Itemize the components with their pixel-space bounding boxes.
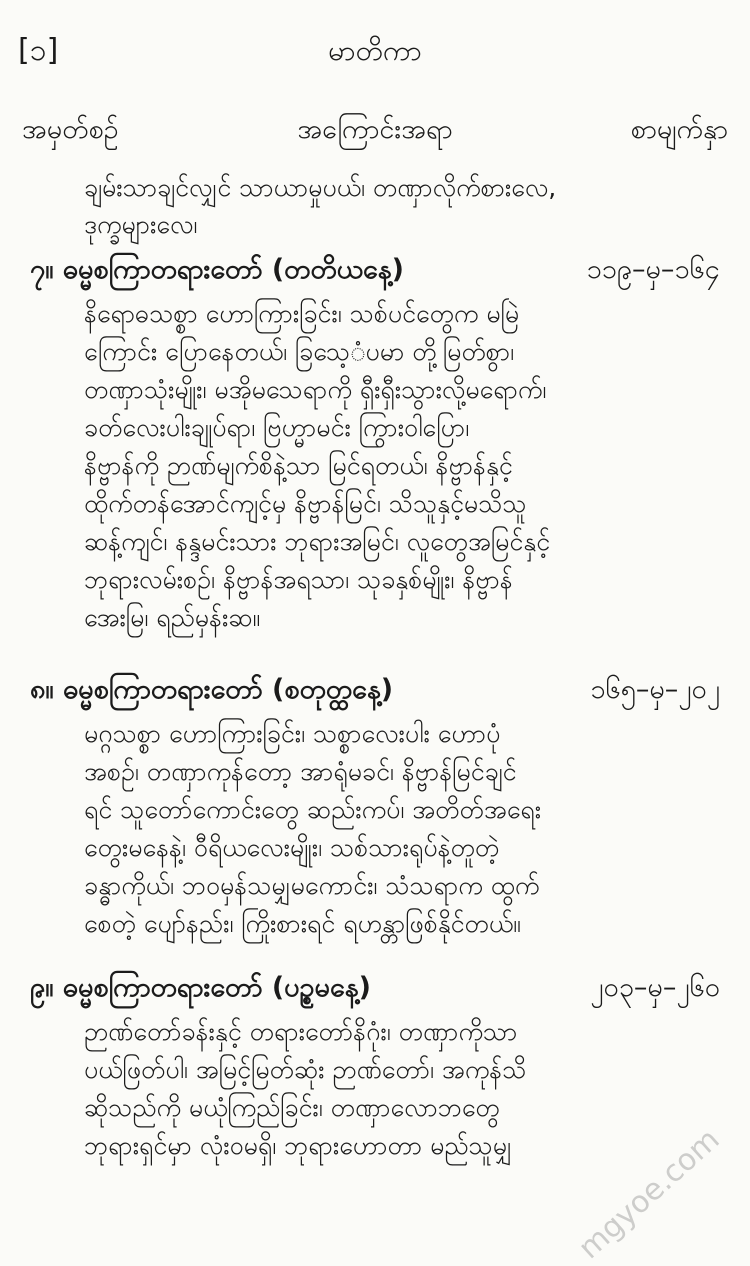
entry-title: ၉။ ဓမ္မစကြာတရားတော် (ပဉ္စမနေ့)	[30, 972, 371, 1003]
entry-line: ဘုရားရှင်မှာ လုံးဝမရှိ၊ ဘုရားဟောတာ မည်သူမျှ	[84, 1131, 512, 1160]
entry-line: ဆိုသည်ကို မယုံကြည်ခြင်း၊ တဏှာလောဘတွေ	[84, 1093, 500, 1122]
entry-line: နိရောဓသစ္စာ ဟောကြားခြင်း၊ သစ်ပင်တွေက မမြဲ	[84, 299, 520, 328]
entry-line: ကြောင်း ပြောနေတယ်၊ ခြသေ့ံပမာ တို့မြတ်စွာ၊	[84, 337, 515, 366]
header-page: စာမျက်နှာ	[630, 114, 728, 145]
intro-line: ဒုက္ခများလေ၊	[84, 210, 198, 239]
entry-line: ထိုက်တန်အောင်ကျင့်မှ နိဗ္ဗာန်မြင်၊ သိသူနှင့်မသိသူ	[84, 489, 527, 518]
entry-line: ဆန့်ကျင်၊ နန္ဒမင်းသား ဘုရားအမြင်၊ လူတွေအမြင်နှင့်	[84, 527, 551, 556]
entry-title: ၇။ ဓမ္မစကြာတရားတော် (တတိယနေ့)	[30, 254, 404, 285]
entry-line: ဉာဏ်တော်ခန်းနှင့် တရားတော်နိဂုံး၊ တဏှာကိုသာ	[84, 1017, 518, 1046]
entry-line: တဏှာသုံးမျိုး၊ မအိုမသေရာကို ရှီးရှီးသွားလို့မရောက်၊	[84, 375, 547, 404]
entry-line: ခန္ဓာကိုယ်၊ ဘဝမှန်သမျှမကောင်း၊ သံသရာက ထွက်	[84, 871, 540, 900]
page-number: [၁]	[18, 33, 59, 68]
entry-line: အစဉ်၊ တဏှာကုန်တော့ အာရုံမခင်၊ နိဗ္ဗာန်မြင်ချင်	[84, 757, 517, 786]
entry-page-range: ၁၆၅–မှ–၂၀၂	[590, 674, 720, 705]
entry-page-range: ၂၀၃–မှ–၂၆၀	[590, 972, 720, 1003]
header-number: အမှတ်စဉ်	[22, 114, 119, 145]
entry-line: ရင် သူတော်ကောင်းတွေ ဆည်းကပ်၊ အတိတ်အရေး	[84, 795, 542, 824]
entry-heading	[30, 672, 720, 716]
page-title: မာတိကာ	[328, 34, 422, 67]
entry-line: စေတဲ့ ပျော်နည်း၊ ကြိုးစားရင် ရဟန္တာဖြစ်နိုင်တယ်။	[84, 909, 521, 938]
table-header	[22, 112, 728, 152]
entry-heading	[30, 252, 720, 296]
entry-line: ခတ်လေးပါးချုပ်ရာ၊ ဗြဟ္မာမင်း ကြွားဝါပြော၊	[84, 413, 470, 442]
intro-line: ချမ်းသာချင်လျှင် သာယာမှုပယ်၊ တဏှာလိုက်စားလေ,	[84, 173, 557, 202]
entry-line: ဘုရားလမ်းစဉ်၊ နိဗ္ဗာန်အရသာ၊ သုခနှစ်မျိုး၊ နိဗ္ဗာန်	[84, 565, 513, 594]
watermark: mgyoe.com	[571, 1121, 726, 1266]
entry-line: နိဗ္ဗာန်ကို ဉာဏ်မျက်စိနဲ့သာ မြင်ရတယ်၊ နိဗ္ဗာန်နှင့်	[84, 451, 513, 480]
header-subject: အကြောင်းအရာ	[297, 114, 453, 145]
entry-line: အေးမြ၊ ရည်မှန်းဆ။	[84, 603, 261, 632]
entry-line: မဂ္ဂသစ္စာ ဟောကြားခြင်း၊ သစ္စာလေးပါး ဟောပုံ	[84, 719, 501, 748]
entry-line: ပယ်ဖြတ်ပါ၊ အမြင့်မြတ်ဆုံး ဉာဏ်တော်၊ အကုန်သိ	[84, 1055, 527, 1084]
entry-line: တွေးမနေနဲ့၊ ဝီရိယလေးမျိုး၊ သစ်သားရုပ်နဲ့တူတဲ့	[84, 833, 500, 862]
entry-heading	[30, 970, 720, 1014]
entry-page-range: ၁၁၉–မှ–၁၆၄	[586, 254, 720, 285]
entry-title: ၈။ ဓမ္မစကြာတရားတော် (စတုတ္ထနေ့)	[30, 674, 394, 705]
